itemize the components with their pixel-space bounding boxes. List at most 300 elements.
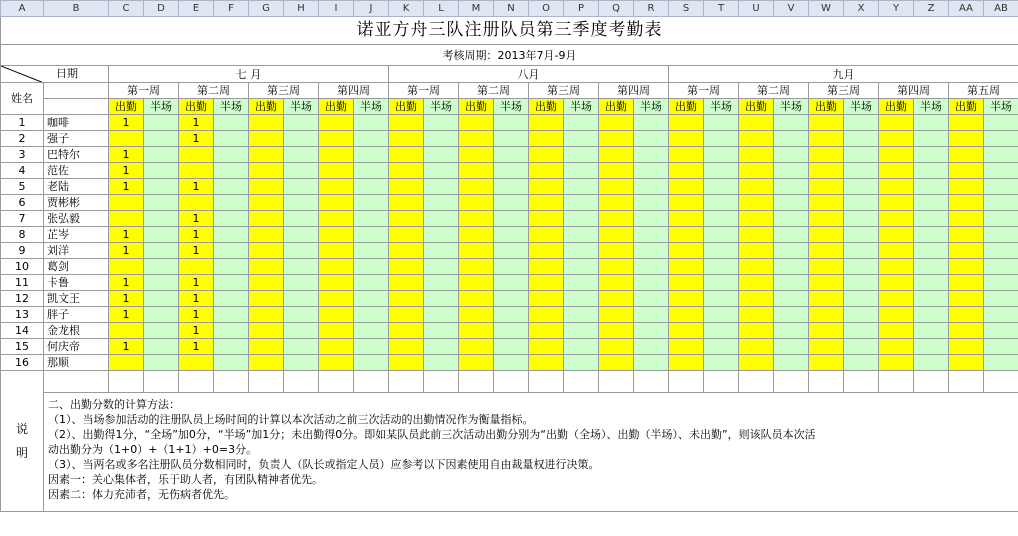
- attend-cell[interactable]: [669, 115, 704, 131]
- half-cell[interactable]: [984, 323, 1018, 339]
- half-cell[interactable]: [214, 275, 249, 291]
- attend-cell[interactable]: [669, 259, 704, 275]
- half-cell[interactable]: [844, 291, 879, 307]
- row-number[interactable]: 5: [1, 179, 44, 195]
- half-cell[interactable]: [494, 227, 529, 243]
- attend-cell[interactable]: [739, 195, 774, 211]
- attend-cell[interactable]: [739, 355, 774, 371]
- half-cell[interactable]: [214, 195, 249, 211]
- half-cell[interactable]: [704, 131, 739, 147]
- attend-cell[interactable]: 1: [109, 147, 144, 163]
- row-number[interactable]: 9: [1, 243, 44, 259]
- column-header-q[interactable]: Q: [599, 1, 634, 17]
- half-cell[interactable]: [704, 275, 739, 291]
- attend-cell[interactable]: [949, 275, 984, 291]
- attend-cell[interactable]: [949, 195, 984, 211]
- attend-cell[interactable]: [529, 211, 564, 227]
- attend-subheader[interactable]: 出勤: [179, 99, 214, 115]
- attend-cell[interactable]: [319, 195, 354, 211]
- half-subheader[interactable]: 半场: [144, 99, 179, 115]
- attend-cell[interactable]: 1: [109, 339, 144, 355]
- half-cell[interactable]: [844, 339, 879, 355]
- half-cell[interactable]: [354, 307, 389, 323]
- attend-cell[interactable]: [949, 259, 984, 275]
- attend-cell[interactable]: [319, 243, 354, 259]
- half-cell[interactable]: [634, 179, 669, 195]
- half-cell[interactable]: [284, 147, 319, 163]
- attend-cell[interactable]: [319, 275, 354, 291]
- notes-label[interactable]: 说 明: [1, 371, 44, 512]
- half-cell[interactable]: [354, 355, 389, 371]
- half-cell[interactable]: [984, 147, 1018, 163]
- half-cell[interactable]: [704, 163, 739, 179]
- attend-cell[interactable]: [809, 275, 844, 291]
- attend-cell[interactable]: [809, 307, 844, 323]
- half-cell[interactable]: [144, 243, 179, 259]
- half-cell[interactable]: [914, 307, 949, 323]
- half-cell[interactable]: [914, 323, 949, 339]
- half-cell[interactable]: [214, 339, 249, 355]
- half-cell[interactable]: [424, 147, 459, 163]
- attend-cell[interactable]: [529, 179, 564, 195]
- half-cell[interactable]: [424, 243, 459, 259]
- half-cell[interactable]: [144, 227, 179, 243]
- half-cell[interactable]: [844, 131, 879, 147]
- half-cell[interactable]: [284, 131, 319, 147]
- column-header-n[interactable]: N: [494, 1, 529, 17]
- half-cell[interactable]: [144, 323, 179, 339]
- week-header[interactable]: 第四周: [319, 83, 389, 99]
- attend-cell[interactable]: [529, 131, 564, 147]
- attend-cell[interactable]: [459, 227, 494, 243]
- half-cell[interactable]: [494, 147, 529, 163]
- attend-cell[interactable]: [459, 307, 494, 323]
- half-cell[interactable]: [774, 227, 809, 243]
- attend-cell[interactable]: 1: [109, 291, 144, 307]
- half-cell[interactable]: [634, 291, 669, 307]
- half-cell[interactable]: [564, 131, 599, 147]
- attend-cell[interactable]: [809, 227, 844, 243]
- half-cell[interactable]: [704, 147, 739, 163]
- attend-cell[interactable]: [599, 323, 634, 339]
- empty-cell[interactable]: [144, 371, 179, 393]
- attend-cell[interactable]: [459, 147, 494, 163]
- attend-cell[interactable]: [319, 259, 354, 275]
- attend-cell[interactable]: [879, 291, 914, 307]
- attend-subheader[interactable]: 出勤: [389, 99, 424, 115]
- empty-cell[interactable]: [669, 371, 704, 393]
- attend-cell[interactable]: [599, 291, 634, 307]
- attend-cell[interactable]: [319, 323, 354, 339]
- half-cell[interactable]: [424, 163, 459, 179]
- column-header-b[interactable]: B: [44, 1, 109, 17]
- half-cell[interactable]: [354, 291, 389, 307]
- attend-cell[interactable]: [249, 195, 284, 211]
- half-cell[interactable]: [424, 227, 459, 243]
- attend-subheader[interactable]: 出勤: [949, 99, 984, 115]
- attend-cell[interactable]: 1: [109, 179, 144, 195]
- half-cell[interactable]: [704, 243, 739, 259]
- attend-subheader[interactable]: 出勤: [109, 99, 144, 115]
- half-cell[interactable]: [144, 163, 179, 179]
- attend-cell[interactable]: [459, 339, 494, 355]
- half-cell[interactable]: [774, 339, 809, 355]
- row-number[interactable]: 3: [1, 147, 44, 163]
- attend-cell[interactable]: [389, 259, 424, 275]
- attend-subheader[interactable]: 出勤: [879, 99, 914, 115]
- half-cell[interactable]: [354, 131, 389, 147]
- half-cell[interactable]: [494, 259, 529, 275]
- half-cell[interactable]: [494, 275, 529, 291]
- half-cell[interactable]: [214, 291, 249, 307]
- column-header-j[interactable]: J: [354, 1, 389, 17]
- half-cell[interactable]: [844, 163, 879, 179]
- row-number[interactable]: 8: [1, 227, 44, 243]
- row-number[interactable]: 12: [1, 291, 44, 307]
- attend-cell[interactable]: 1: [179, 115, 214, 131]
- half-cell[interactable]: [844, 259, 879, 275]
- half-cell[interactable]: [704, 115, 739, 131]
- half-cell[interactable]: [634, 211, 669, 227]
- attend-cell[interactable]: [109, 355, 144, 371]
- member-name[interactable]: 芷岑: [44, 227, 109, 243]
- attend-cell[interactable]: [459, 275, 494, 291]
- empty-cell[interactable]: [214, 371, 249, 393]
- half-cell[interactable]: [284, 195, 319, 211]
- half-cell[interactable]: [144, 291, 179, 307]
- half-cell[interactable]: [214, 147, 249, 163]
- column-header-x[interactable]: X: [844, 1, 879, 17]
- empty-cell[interactable]: [984, 371, 1018, 393]
- attend-cell[interactable]: [529, 339, 564, 355]
- attend-subheader[interactable]: 出勤: [319, 99, 354, 115]
- attend-cell[interactable]: [809, 131, 844, 147]
- attend-cell[interactable]: [599, 147, 634, 163]
- week-header[interactable]: 第三周: [529, 83, 599, 99]
- attend-cell[interactable]: [739, 291, 774, 307]
- empty-cell[interactable]: [529, 371, 564, 393]
- half-cell[interactable]: [844, 307, 879, 323]
- attend-cell[interactable]: [949, 131, 984, 147]
- empty-cell[interactable]: [179, 371, 214, 393]
- attend-cell[interactable]: [739, 275, 774, 291]
- half-cell[interactable]: [914, 115, 949, 131]
- half-cell[interactable]: [634, 259, 669, 275]
- half-cell[interactable]: [704, 355, 739, 371]
- attend-cell[interactable]: [529, 291, 564, 307]
- column-header-u[interactable]: U: [739, 1, 774, 17]
- half-cell[interactable]: [564, 195, 599, 211]
- empty-cell[interactable]: [354, 371, 389, 393]
- empty-cell[interactable]: [914, 371, 949, 393]
- column-header-o[interactable]: O: [529, 1, 564, 17]
- half-cell[interactable]: [704, 307, 739, 323]
- month-header-7[interactable]: 七 月: [109, 66, 389, 83]
- week-header[interactable]: 第三周: [249, 83, 319, 99]
- half-cell[interactable]: [844, 115, 879, 131]
- half-cell[interactable]: [984, 259, 1018, 275]
- half-cell[interactable]: [144, 275, 179, 291]
- half-cell[interactable]: [494, 179, 529, 195]
- empty-cell[interactable]: [704, 371, 739, 393]
- half-cell[interactable]: [284, 355, 319, 371]
- member-name[interactable]: 范佐: [44, 163, 109, 179]
- attend-cell[interactable]: [319, 147, 354, 163]
- half-cell[interactable]: [214, 307, 249, 323]
- attend-cell[interactable]: [809, 115, 844, 131]
- week-header[interactable]: 第二周: [459, 83, 529, 99]
- attend-cell[interactable]: [599, 131, 634, 147]
- column-header-h[interactable]: H: [284, 1, 319, 17]
- attend-cell[interactable]: [809, 323, 844, 339]
- attend-cell[interactable]: [669, 147, 704, 163]
- attend-cell[interactable]: [319, 355, 354, 371]
- month-header-8[interactable]: 八月: [389, 66, 669, 83]
- half-cell[interactable]: [214, 115, 249, 131]
- half-cell[interactable]: [634, 195, 669, 211]
- half-subheader[interactable]: 半场: [844, 99, 879, 115]
- half-cell[interactable]: [214, 163, 249, 179]
- member-name[interactable]: 咖啡: [44, 115, 109, 131]
- half-cell[interactable]: [914, 163, 949, 179]
- half-cell[interactable]: [984, 115, 1018, 131]
- attend-cell[interactable]: [389, 227, 424, 243]
- attend-cell[interactable]: [459, 243, 494, 259]
- attend-cell[interactable]: [319, 291, 354, 307]
- half-cell[interactable]: [984, 243, 1018, 259]
- attend-cell[interactable]: [669, 323, 704, 339]
- attend-cell[interactable]: [879, 211, 914, 227]
- attend-cell[interactable]: [249, 355, 284, 371]
- attend-cell[interactable]: [319, 131, 354, 147]
- column-header-y[interactable]: Y: [879, 1, 914, 17]
- attend-cell[interactable]: [669, 291, 704, 307]
- half-cell[interactable]: [774, 307, 809, 323]
- sheet-title[interactable]: 诺亚方舟三队注册队员第三季度考勤表: [1, 17, 1018, 45]
- half-cell[interactable]: [634, 227, 669, 243]
- attend-cell[interactable]: [459, 259, 494, 275]
- attend-cell[interactable]: [249, 339, 284, 355]
- half-cell[interactable]: [354, 275, 389, 291]
- month-header-9[interactable]: 九月: [669, 66, 1018, 83]
- half-cell[interactable]: [424, 211, 459, 227]
- attend-cell[interactable]: [599, 115, 634, 131]
- attend-cell[interactable]: [669, 163, 704, 179]
- column-header-v[interactable]: V: [774, 1, 809, 17]
- half-cell[interactable]: [984, 211, 1018, 227]
- half-subheader[interactable]: 半场: [914, 99, 949, 115]
- half-cell[interactable]: [424, 339, 459, 355]
- attend-cell[interactable]: [949, 211, 984, 227]
- half-cell[interactable]: [494, 243, 529, 259]
- half-cell[interactable]: [354, 227, 389, 243]
- attend-cell[interactable]: [739, 179, 774, 195]
- attend-cell[interactable]: [389, 179, 424, 195]
- half-cell[interactable]: [914, 131, 949, 147]
- attend-cell[interactable]: [109, 323, 144, 339]
- half-cell[interactable]: [354, 147, 389, 163]
- empty-cell[interactable]: [599, 371, 634, 393]
- half-cell[interactable]: [914, 147, 949, 163]
- half-cell[interactable]: [704, 179, 739, 195]
- empty-cell[interactable]: [44, 371, 109, 393]
- row-number[interactable]: 11: [1, 275, 44, 291]
- attend-cell[interactable]: [949, 163, 984, 179]
- member-name[interactable]: 葛剑: [44, 259, 109, 275]
- attend-cell[interactable]: [599, 259, 634, 275]
- half-cell[interactable]: [354, 179, 389, 195]
- attend-cell[interactable]: [389, 211, 424, 227]
- column-header-r[interactable]: R: [634, 1, 669, 17]
- half-cell[interactable]: [984, 339, 1018, 355]
- attend-cell[interactable]: [389, 131, 424, 147]
- member-name[interactable]: 刘洋: [44, 243, 109, 259]
- half-cell[interactable]: [424, 275, 459, 291]
- column-header-a[interactable]: A: [1, 1, 44, 17]
- attend-cell[interactable]: [459, 131, 494, 147]
- half-cell[interactable]: [284, 163, 319, 179]
- half-cell[interactable]: [564, 291, 599, 307]
- attend-cell[interactable]: [669, 275, 704, 291]
- row-number[interactable]: 15: [1, 339, 44, 355]
- half-cell[interactable]: [284, 323, 319, 339]
- attend-cell[interactable]: [459, 179, 494, 195]
- half-cell[interactable]: [284, 115, 319, 131]
- half-cell[interactable]: [424, 323, 459, 339]
- member-name[interactable]: 巴特尔: [44, 147, 109, 163]
- attend-cell[interactable]: [809, 339, 844, 355]
- half-cell[interactable]: [214, 259, 249, 275]
- attend-cell[interactable]: [599, 211, 634, 227]
- half-cell[interactable]: [284, 179, 319, 195]
- notes-text[interactable]: [44, 393, 1018, 512]
- attend-cell[interactable]: [949, 307, 984, 323]
- half-cell[interactable]: [144, 179, 179, 195]
- half-cell[interactable]: [214, 355, 249, 371]
- column-header-l[interactable]: L: [424, 1, 459, 17]
- half-cell[interactable]: [494, 291, 529, 307]
- column-header-z[interactable]: Z: [914, 1, 949, 17]
- half-cell[interactable]: [844, 275, 879, 291]
- half-cell[interactable]: [354, 323, 389, 339]
- row-number[interactable]: 4: [1, 163, 44, 179]
- empty-cell[interactable]: [424, 371, 459, 393]
- attend-cell[interactable]: [179, 163, 214, 179]
- half-cell[interactable]: [144, 131, 179, 147]
- half-cell[interactable]: [284, 227, 319, 243]
- empty-cell[interactable]: [879, 371, 914, 393]
- attend-cell[interactable]: 1: [109, 243, 144, 259]
- half-cell[interactable]: [984, 179, 1018, 195]
- column-header-m[interactable]: M: [459, 1, 494, 17]
- attend-cell[interactable]: [389, 339, 424, 355]
- half-cell[interactable]: [704, 323, 739, 339]
- attend-cell[interactable]: [319, 339, 354, 355]
- half-cell[interactable]: [844, 179, 879, 195]
- attend-cell[interactable]: [529, 355, 564, 371]
- half-cell[interactable]: [984, 307, 1018, 323]
- half-subheader[interactable]: 半场: [494, 99, 529, 115]
- attend-subheader[interactable]: 出勤: [669, 99, 704, 115]
- half-cell[interactable]: [634, 131, 669, 147]
- half-cell[interactable]: [844, 323, 879, 339]
- attend-subheader[interactable]: 出勤: [459, 99, 494, 115]
- half-subheader[interactable]: 半场: [214, 99, 249, 115]
- half-cell[interactable]: [144, 115, 179, 131]
- column-header-w[interactable]: W: [809, 1, 844, 17]
- attend-cell[interactable]: [249, 179, 284, 195]
- attend-cell[interactable]: [389, 307, 424, 323]
- half-cell[interactable]: [424, 291, 459, 307]
- attend-cell[interactable]: [529, 307, 564, 323]
- half-cell[interactable]: [284, 259, 319, 275]
- half-cell[interactable]: [494, 163, 529, 179]
- attend-cell[interactable]: [809, 147, 844, 163]
- row-number[interactable]: 10: [1, 259, 44, 275]
- blank-header[interactable]: [44, 83, 109, 99]
- attend-cell[interactable]: [459, 195, 494, 211]
- attend-cell[interactable]: [249, 323, 284, 339]
- half-cell[interactable]: [354, 163, 389, 179]
- half-cell[interactable]: [844, 211, 879, 227]
- attend-cell[interactable]: 1: [179, 291, 214, 307]
- attend-cell[interactable]: [809, 243, 844, 259]
- attend-cell[interactable]: [879, 115, 914, 131]
- week-header[interactable]: 第四周: [879, 83, 949, 99]
- column-header-d[interactable]: D: [144, 1, 179, 17]
- attend-cell[interactable]: [949, 339, 984, 355]
- attend-cell[interactable]: 1: [179, 211, 214, 227]
- half-subheader[interactable]: 半场: [774, 99, 809, 115]
- half-cell[interactable]: [634, 339, 669, 355]
- half-cell[interactable]: [774, 115, 809, 131]
- member-name[interactable]: 那顺: [44, 355, 109, 371]
- half-subheader[interactable]: 半场: [564, 99, 599, 115]
- attend-cell[interactable]: [529, 259, 564, 275]
- attend-cell[interactable]: 1: [179, 339, 214, 355]
- empty-cell[interactable]: [284, 371, 319, 393]
- row-number[interactable]: 13: [1, 307, 44, 323]
- attend-cell[interactable]: 1: [179, 227, 214, 243]
- attend-cell[interactable]: [739, 307, 774, 323]
- attend-cell[interactable]: [459, 291, 494, 307]
- half-subheader[interactable]: 半场: [984, 99, 1018, 115]
- member-name[interactable]: 贾彬彬: [44, 195, 109, 211]
- attend-cell[interactable]: [669, 131, 704, 147]
- attend-cell[interactable]: [179, 147, 214, 163]
- attend-cell[interactable]: [529, 115, 564, 131]
- attend-cell[interactable]: [879, 163, 914, 179]
- attend-cell[interactable]: [529, 227, 564, 243]
- half-cell[interactable]: [634, 323, 669, 339]
- half-cell[interactable]: [984, 163, 1018, 179]
- half-cell[interactable]: [914, 291, 949, 307]
- half-cell[interactable]: [424, 131, 459, 147]
- attend-cell[interactable]: [249, 227, 284, 243]
- attend-cell[interactable]: [249, 275, 284, 291]
- week-header[interactable]: 第一周: [389, 83, 459, 99]
- half-cell[interactable]: [564, 211, 599, 227]
- attend-cell[interactable]: [949, 147, 984, 163]
- half-cell[interactable]: [214, 323, 249, 339]
- half-cell[interactable]: [284, 307, 319, 323]
- column-header-c[interactable]: C: [109, 1, 144, 17]
- attend-cell[interactable]: [389, 291, 424, 307]
- half-subheader[interactable]: 半场: [704, 99, 739, 115]
- attend-cell[interactable]: [249, 131, 284, 147]
- attend-cell[interactable]: [389, 147, 424, 163]
- attend-cell[interactable]: [879, 307, 914, 323]
